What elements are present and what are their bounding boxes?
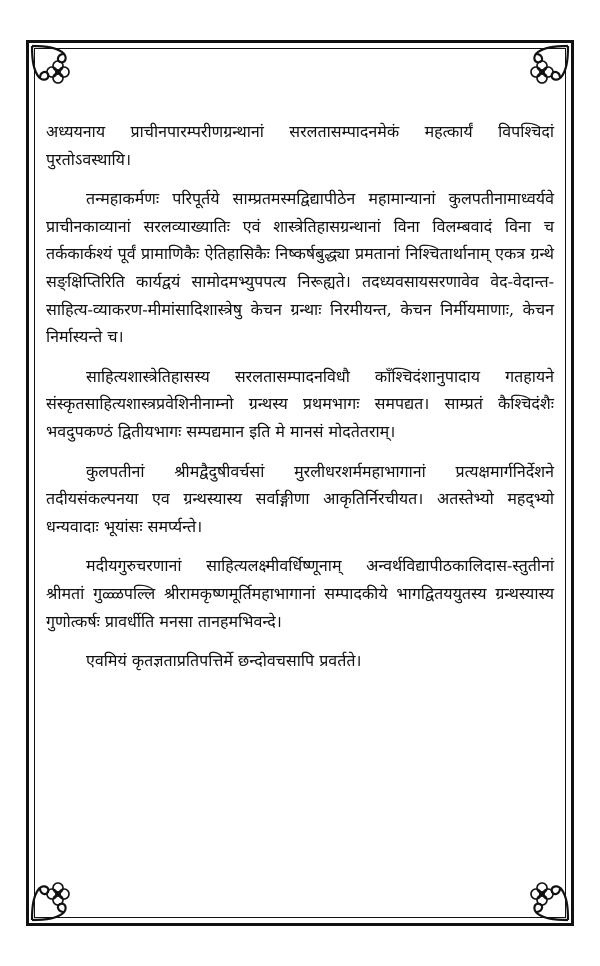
paragraph-second-part: साहित्यशास्त्रेतिहासस्य सरलतासम्पादनविधौ काँश्चिदंशानुपादाय गतहायने संस्कृतसाहित्यशास्त्रप्रवेशिनीनाम्नो ग्रन्थस्य प्रथमभागः समपद्यत। साम्प्रतं कैश्चिदंशैः भवदुपकण्ठं द्वितीयभागः सम्पद्यमान इति मे मानसं मोदतेतराम्।: [46, 366, 554, 441]
paragraph-mission: तन्महाकर्मणः परिपूर्तये साम्प्रतमस्मद्विद्यापीठेन महामान्यानां कुलपतीनामाध्वर्यवे प्राचीनकाव्यानां सरलव्याख्यातिः एवं शास्त्रेतिहासग्रन्थानां विना विलम्बवादं विना च तर्ककार्कश्यं पूर्वं प्रामाणिकैः ऐतिहासिकैः निष्कर्षबुद्ध्या प्रमतानां निश्चितार्थानाम् एकत्र ग्रन्थे सङ्क्षिप्तिरिति कार्यद्वयं सामोदमभ्युपपत्य निरूह्यते। तदध्यवसायसरणावेव वेद-वेदान्त-साहित्य-व्याकरण-मीमांसादिशास्त्रेषु केचन ग्रन्थाः निरमीयन्त, केचन निर्मीयमाणाः, केचन निर्मास्यन्ते च।: [46, 189, 554, 347]
paragraph-vice-chancellor: कुलपतीनां श्रीमद्वैदुषीवर्चसां मुरलीधरशर्ममहाभागानां प्रत्यक्षमार्गनिर्देशने तदीयसंकल्पनया एव ग्रन्थस्यास्य सर्वाङ्गीणा आकृतिर्निरचीयत। अतस्तेभ्यो महद्भ्यो धन्यवादाः भूयांसः समर्प्यन्ते।: [46, 461, 554, 536]
preface-body: [46, 118, 554, 687]
flower-ornament-icon: [28, 42, 88, 102]
flower-ornament-icon: [512, 42, 572, 102]
paragraph-guru: मदीयगुरुचरणानां साहित्यलक्ष्मीवर्धिष्णूनाम् अन्वर्थविद्यापीठकालिदास-स्तुतीनां श्रीमतां गुळ्ळपल्लि श्रीरामकृष्णमूर्तिमहाभागानां सम्पादकीये भागद्वितययुतस्य ग्रन्थस्यास्य गुणोत्कर्षः प्रावर्धीति मनसा तानहमभिवन्दे।: [46, 556, 554, 631]
flower-ornament-icon: [28, 864, 88, 924]
corner-ornament-bottom-left: [28, 864, 88, 924]
corner-ornament-top-right: [512, 42, 572, 102]
flower-ornament-icon: [512, 864, 572, 924]
corner-ornament-bottom-right: [512, 864, 572, 924]
corner-ornament-top-left: [28, 42, 88, 102]
paragraph-intro: अध्ययनाय प्राचीनपारम्परीणग्रन्थानां सरलतासम्पादनमेकं महत्कार्यं विपश्चिदां पुरतोऽवस्थायि।: [46, 122, 554, 169]
paragraph-closing: एवमियं कृतज्ञताप्रतिपत्तिर्मे छन्दोवचसापि प्रवर्तते।: [86, 651, 362, 671]
